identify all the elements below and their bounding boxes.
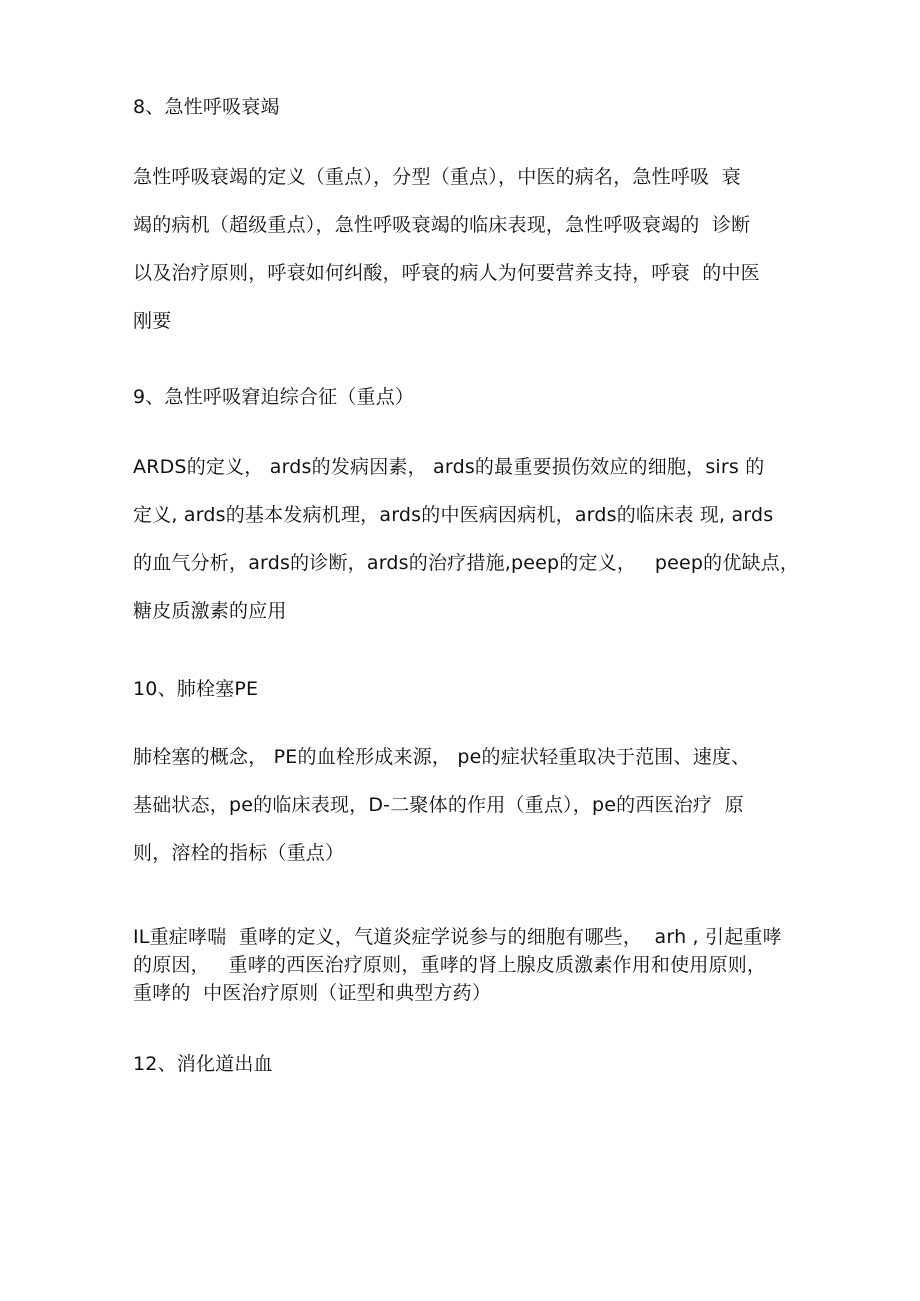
section-8-line-3: 以及治疗原则，呼衰如何纠酸，呼衰的病人为何要营养支持，呼衰 的中医 — [133, 262, 760, 284]
section-8-line-4: 刚要 — [133, 310, 172, 332]
section-9-line-4: 糖皮质激素的应用 — [133, 600, 287, 622]
section-heading-12: 12、消化道出血 — [133, 1053, 273, 1075]
section-11-line-3: 重哮的 中医治疗原则（证型和典型方药） — [133, 982, 492, 1004]
section-11-line-2: 的原因， 重哮的西医治疗原则，重哮的肾上腺皮质激素作用和使用原则， — [133, 954, 767, 976]
section-10-line-1: 肺栓塞的概念， PE的血栓形成来源， pe的症状轻重取决于范围、速度、 — [133, 746, 751, 768]
section-heading-10: 10、肺栓塞PE — [133, 678, 259, 700]
section-9-line-1: ARDS的定义， ards的发病因素， ards的最重要损伤效应的细胞，sirs 的 — [133, 456, 765, 478]
section-8-line-2: 竭的病机（超级重点），急性呼吸衰竭的临床表现，急性呼吸衰竭的 诊断 — [133, 214, 751, 236]
section-heading-8: 8、急性呼吸衰竭 — [133, 96, 280, 118]
section-9-line-2: 定义, ards的基本发病机理，ards的中医病因病机，ards的临床表 现, ards — [133, 504, 774, 526]
section-8-line-1: 急性呼吸衰竭的定义（重点），分型（重点），中医的病名，急性呼吸 衰 — [133, 166, 741, 188]
section-11-line-1: IL重症哮喘 重哮的定义，气道炎症学说参与的细胞有哪些， arh , 引起重哮 — [133, 926, 782, 948]
section-10-line-3: 则，溶栓的指标（重点） — [133, 842, 345, 864]
section-10-line-2: 基础状态，pe的临床表现，D-二聚体的作用（重点），pe的西医治疗 原 — [133, 794, 744, 816]
section-9-line-3: 的血气分析，ards的诊断，ards的治疗措施,peep的定义， peep的优缺点， — [133, 552, 800, 574]
section-heading-9: 9、急性呼吸窘迫综合征（重点） — [133, 386, 415, 408]
